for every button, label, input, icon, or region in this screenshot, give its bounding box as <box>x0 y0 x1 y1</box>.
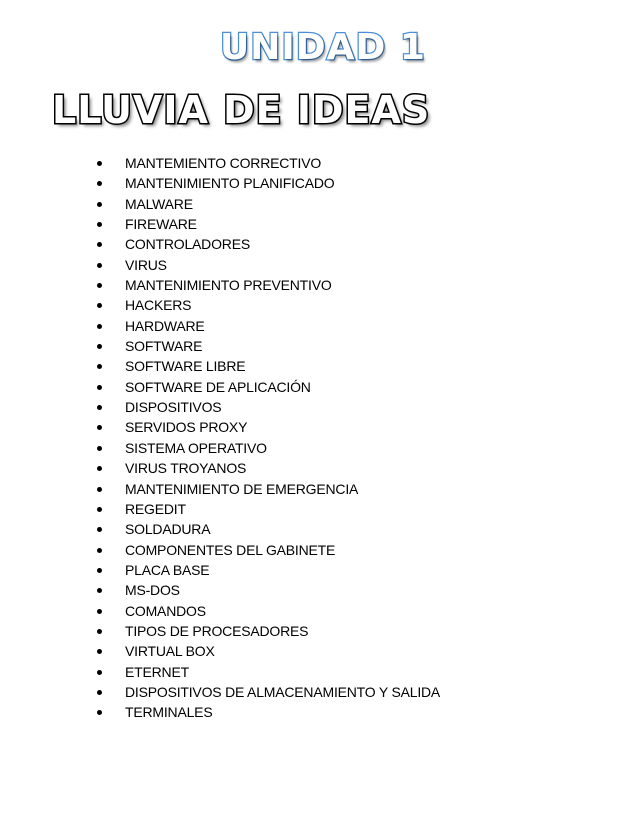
bullet-icon <box>97 466 102 471</box>
page-title: UNIDAD 1 <box>220 27 426 68</box>
list-item-text: MANTENIMIENTO PREVENTIVO <box>125 277 332 294</box>
list-item-text: HARDWARE <box>125 317 205 334</box>
bullet-icon <box>97 425 102 430</box>
list-item-text: PLACA BASE <box>125 561 210 578</box>
list-item-text: SOFTWARE LIBRE <box>125 358 246 375</box>
list-item-text: COMPONENTES DEL GABINETE <box>125 541 336 558</box>
list-item-text: MANTEMIENTO CORRECTIVO <box>125 155 322 171</box>
list-item-text: DISPOSITIVOS <box>125 399 222 416</box>
bullet-icon <box>97 161 102 166</box>
list-item-text: MALWARE <box>125 195 193 212</box>
bullet-icon <box>97 588 102 593</box>
list-item-text: VIRUS <box>125 256 167 273</box>
list-item-text: REGEDIT <box>125 500 186 517</box>
list-item-text: CONTROLADORES <box>125 236 250 253</box>
bullet-icon <box>97 690 102 695</box>
page-subtitle: LLUVIA DE IDEAS <box>52 88 431 132</box>
bullet-icon <box>97 364 102 369</box>
bullet-icon <box>97 629 102 634</box>
list-item-text: SOFTWARE DE APLICACIÓN <box>125 378 311 395</box>
bullet-icon <box>97 487 102 492</box>
list-item-text: ETERNET <box>125 663 189 680</box>
bullet-icon <box>97 405 102 410</box>
list-item-text: MANTENIMIENTO PLANIFICADO <box>125 175 335 192</box>
bullet-icon <box>97 344 102 349</box>
bullet-icon <box>97 303 102 308</box>
list-item-text: SISTEMA OPERATIVO <box>125 439 267 456</box>
bullet-icon <box>97 283 102 288</box>
bullet-icon <box>97 446 102 451</box>
bullet-icon <box>97 507 102 512</box>
list-item-text: TERMINALES <box>125 704 213 721</box>
bullet-icon <box>97 609 102 614</box>
list-item-text: MS-DOS <box>125 582 180 599</box>
list-item-text: SOFTWARE <box>125 338 203 355</box>
list-item-text: DISPOSITIVOS DE ALMACENAMIENTO Y SALIDA <box>125 683 441 700</box>
bullet-icon <box>97 222 102 227</box>
list-item-text: VIRUS TROYANOS <box>125 460 247 477</box>
list-item-text: COMANDOS <box>125 602 206 619</box>
bullet-icon <box>97 263 102 268</box>
bullet-icon <box>97 242 102 247</box>
bullet-icon <box>97 202 102 207</box>
list-item-text: TIPOS DE PROCESADORES <box>125 622 309 639</box>
list-item-text: SOLDADURA <box>125 521 211 538</box>
list-item-text: SERVIDOS PROXY <box>125 419 248 436</box>
bullet-icon <box>97 324 102 329</box>
bullet-icon <box>97 649 102 654</box>
bullet-icon <box>97 385 102 390</box>
bullet-icon <box>97 181 102 186</box>
list-item-text: FIREWARE <box>125 216 197 233</box>
bullet-icon <box>97 548 102 553</box>
bullet-icon <box>97 568 102 573</box>
bullet-icon <box>97 710 102 715</box>
list-item-text: MANTENIMIENTO DE EMERGENCIA <box>125 480 359 497</box>
list-item-text: HACKERS <box>125 297 192 314</box>
list-item-text: VIRTUAL BOX <box>125 643 215 660</box>
bullet-icon <box>97 527 102 532</box>
bullet-icon <box>97 670 102 675</box>
